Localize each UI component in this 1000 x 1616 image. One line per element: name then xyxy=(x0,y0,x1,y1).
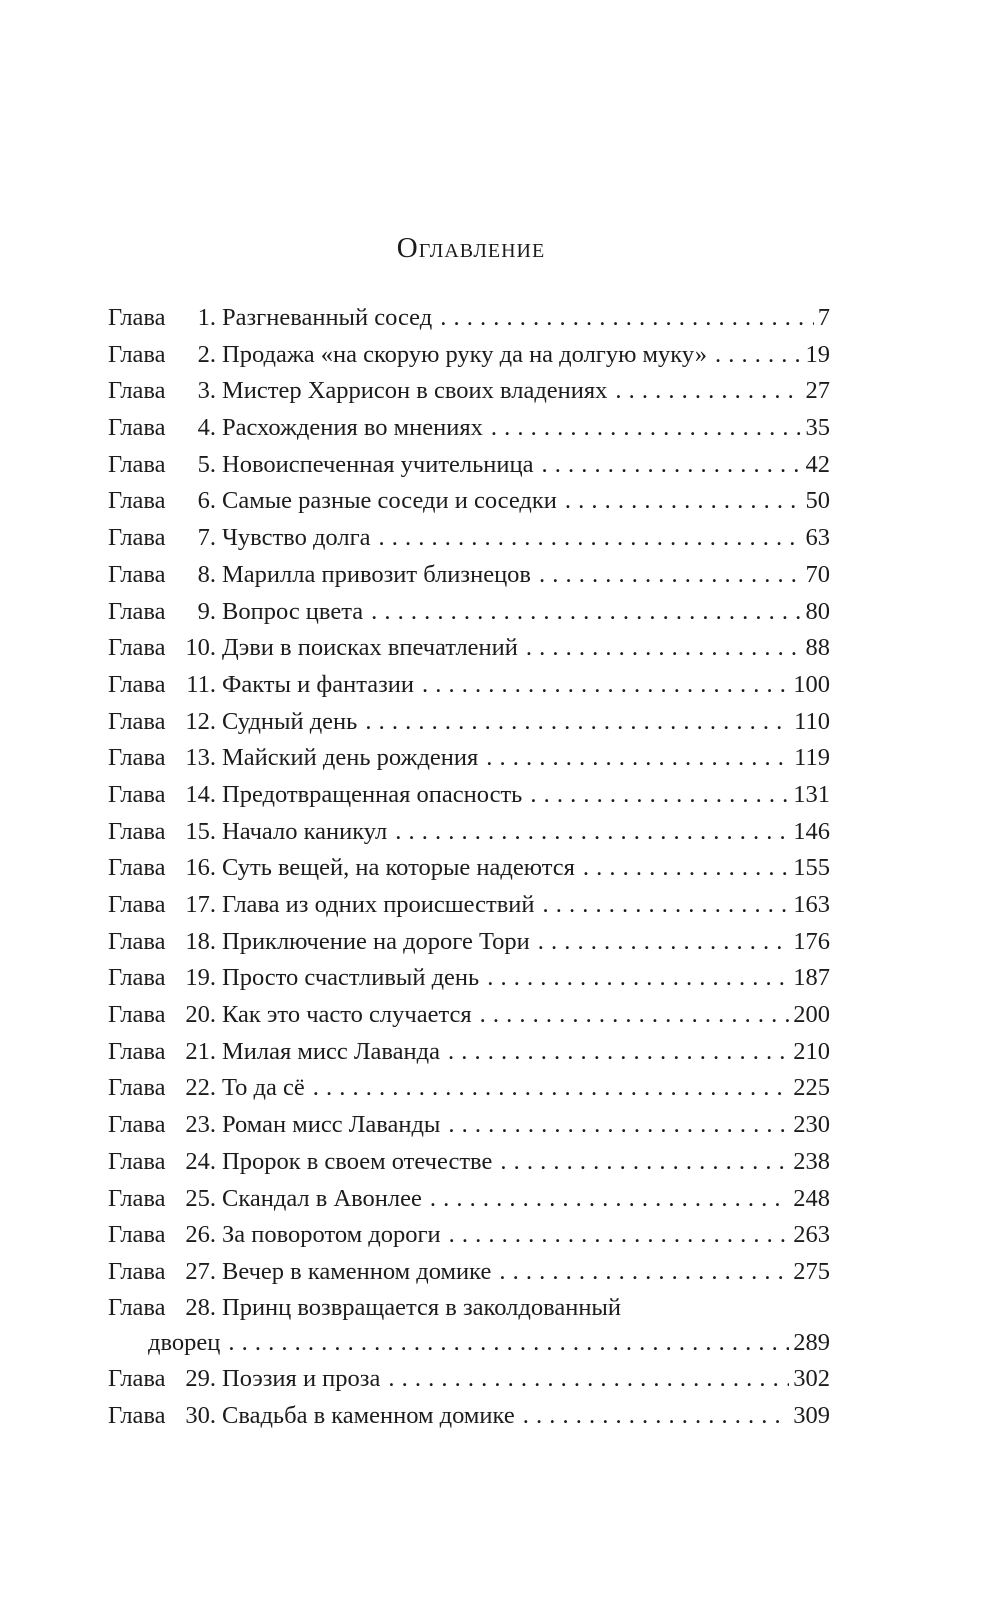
chapter-title: Начало каникул xyxy=(222,817,388,845)
chapter-word: Глава xyxy=(108,304,166,331)
chapter-word: Глава xyxy=(108,377,166,405)
page-number: 110 xyxy=(794,707,830,735)
chapter-title: Факты и фантазии xyxy=(222,670,414,698)
chapter-word: Глава xyxy=(108,1257,166,1285)
chapter-title: Чувство долга xyxy=(222,524,371,552)
page-number: 187 xyxy=(793,964,830,992)
chapter-number: 29. xyxy=(185,1365,216,1393)
toc-entry xyxy=(108,740,830,777)
chapter-word: Глава xyxy=(108,744,166,772)
toc-entry xyxy=(108,667,830,704)
chapter-word: Глава xyxy=(108,1401,166,1429)
dot-leader xyxy=(486,740,790,777)
dot-leader xyxy=(487,960,789,997)
chapter-number: 30. xyxy=(185,1401,216,1429)
toc-entry xyxy=(108,1070,830,1107)
chapter-title: Разгневанный сосед xyxy=(222,304,433,331)
chapter-word: Глава xyxy=(108,1074,166,1102)
chapter-title: Майский день рождения xyxy=(222,744,479,772)
chapter-number: 25. xyxy=(185,1184,216,1212)
chapter-word: Глава xyxy=(108,707,166,735)
dot-leader xyxy=(526,630,802,667)
chapter-word: Глава xyxy=(108,1293,166,1321)
chapter-title: Самые разные соседи и соседки xyxy=(222,487,557,515)
chapter-number: 13. xyxy=(185,744,216,772)
chapter-word: Глава xyxy=(108,817,166,845)
table-of-contents xyxy=(108,300,830,1435)
chapter-title: Просто счастливый день xyxy=(222,964,480,992)
dot-leader xyxy=(583,850,789,887)
dot-leader xyxy=(500,1144,789,1181)
toc-entry xyxy=(108,997,830,1034)
chapter-word: Глава xyxy=(108,1184,166,1212)
dot-leader xyxy=(491,410,802,447)
chapter-word: Глава xyxy=(108,1147,166,1175)
chapter-number: 2. xyxy=(197,340,216,368)
chapter-word: Глава xyxy=(108,854,166,882)
dot-leader xyxy=(313,1070,790,1107)
page-number: 230 xyxy=(793,1111,830,1139)
toc-entry xyxy=(108,337,830,374)
toc-entry xyxy=(108,1254,830,1291)
chapter-number: 27. xyxy=(185,1257,216,1285)
chapter-title: Суть вещей, на которые надеются xyxy=(222,854,575,882)
chapter-number: 11. xyxy=(186,670,216,698)
chapter-number: 22. xyxy=(185,1074,216,1102)
page-number: 146 xyxy=(793,817,830,845)
chapter-title: Приключение на дороге Тори xyxy=(222,927,530,955)
toc-entry xyxy=(108,594,830,631)
chapter-number: 24. xyxy=(185,1147,216,1175)
toc-entry xyxy=(108,704,830,741)
toc-entry xyxy=(108,1144,830,1181)
chapter-word: Глава xyxy=(108,1111,166,1139)
dot-leader xyxy=(422,667,789,704)
toc-entry xyxy=(108,777,830,814)
chapter-word: Глава xyxy=(108,524,166,552)
chapter-title: Новоиспеченная учительница xyxy=(222,450,534,478)
toc-entry-continuation xyxy=(108,1325,830,1362)
chapter-word: Глава xyxy=(108,487,166,515)
chapter-word: Глава xyxy=(108,560,166,588)
chapter-title: Глава из одних происшествий xyxy=(222,891,535,918)
toc-entry xyxy=(108,410,830,447)
page-number: 70 xyxy=(805,560,830,588)
chapter-word: Глава xyxy=(108,780,166,808)
chapter-word: Глава xyxy=(108,634,166,662)
dot-leader xyxy=(449,1217,790,1254)
dot-leader xyxy=(371,594,801,631)
chapter-title: Дэви в поисках впечатлений xyxy=(222,634,518,662)
toc-entry xyxy=(108,1291,830,1325)
dot-leader xyxy=(430,1181,789,1218)
chapter-number: 23. xyxy=(185,1111,216,1139)
page-number: 7 xyxy=(817,304,830,331)
dot-leader xyxy=(379,520,802,557)
page-number: 119 xyxy=(794,744,830,772)
toc-entry xyxy=(108,1107,830,1144)
toc-entry xyxy=(108,1217,830,1254)
chapter-number: 3. xyxy=(197,377,216,405)
chapter-number: 14. xyxy=(185,780,216,808)
toc-entry xyxy=(108,1034,830,1071)
chapter-number: 5. xyxy=(197,450,216,478)
page-number: 35 xyxy=(805,414,830,442)
chapter-title: Судный день xyxy=(222,707,358,735)
page-title: Оглавление xyxy=(396,232,546,264)
toc-entry xyxy=(108,1181,830,1218)
chapter-title: То да сё xyxy=(222,1074,305,1102)
dot-leader xyxy=(523,1398,790,1435)
page-number: 42 xyxy=(805,450,830,478)
dot-leader xyxy=(538,924,789,961)
page-number: 176 xyxy=(793,927,830,955)
chapter-title: Милая мисс Лаванда xyxy=(222,1037,440,1065)
dot-leader xyxy=(565,483,802,520)
chapter-word: Глава xyxy=(108,450,166,478)
chapter-number: 16. xyxy=(185,854,216,882)
toc-entry xyxy=(108,557,830,594)
page-number: 225 xyxy=(793,1074,830,1102)
dot-leader xyxy=(539,557,801,594)
page-number: 210 xyxy=(793,1037,830,1065)
chapter-title: Скандал в Авонлее xyxy=(222,1184,422,1212)
chapter-number: 18. xyxy=(185,927,216,955)
toc-entry xyxy=(108,814,830,851)
toc-entry xyxy=(108,373,830,410)
chapter-number: 28. xyxy=(185,1293,216,1321)
page-number: 200 xyxy=(793,1001,830,1029)
page-number: 275 xyxy=(793,1257,830,1285)
chapter-title: Поэзия и проза xyxy=(222,1365,381,1393)
chapter-number: 26. xyxy=(185,1221,216,1249)
chapter-number: 20. xyxy=(185,1001,216,1029)
dot-leader xyxy=(615,373,801,410)
toc-entry xyxy=(108,520,830,557)
dot-leader xyxy=(388,1361,789,1398)
chapter-number: 6. xyxy=(197,487,216,515)
dot-leader xyxy=(448,1034,789,1071)
page-number: 163 xyxy=(793,891,830,918)
chapter-word: Глава xyxy=(108,1037,166,1065)
chapter-number: 10. xyxy=(185,634,216,662)
toc-entry xyxy=(108,924,830,961)
toc-entry xyxy=(108,447,830,484)
toc-entry xyxy=(108,1361,830,1398)
chapter-number: 7. xyxy=(197,524,216,552)
chapter-word: Глава xyxy=(108,414,166,442)
page-number: 263 xyxy=(793,1221,830,1249)
dot-leader xyxy=(542,447,802,484)
toc-entry xyxy=(108,300,830,337)
chapter-number: 15. xyxy=(185,817,216,845)
chapter-number: 21. xyxy=(185,1037,216,1065)
chapter-word: Глава xyxy=(108,891,166,918)
page-number: 248 xyxy=(793,1184,830,1212)
page-number: 131 xyxy=(793,780,830,808)
chapter-title: Свадьба в каменном домике xyxy=(222,1401,515,1429)
chapter-word: Глава xyxy=(108,340,166,368)
chapter-title: Продажа «на скорую руку да на долгую муку» xyxy=(222,340,707,368)
chapter-number: 17. xyxy=(185,891,216,918)
page-number: 50 xyxy=(805,487,830,515)
dot-leader xyxy=(480,997,790,1034)
page-number: 80 xyxy=(805,597,830,625)
toc-entry xyxy=(108,630,830,667)
chapter-word: Глава xyxy=(108,927,166,955)
chapter-title-continued: дворец xyxy=(148,1328,221,1356)
chapter-title: За поворотом дороги xyxy=(222,1221,441,1249)
toc-entry xyxy=(108,850,830,887)
chapter-number: 1. xyxy=(197,304,216,331)
chapter-word: Глава xyxy=(108,964,166,992)
chapter-word: Глава xyxy=(108,597,166,625)
chapter-title: Расхождения во мнениях xyxy=(222,414,483,442)
page-number: 88 xyxy=(805,634,830,662)
chapter-word: Глава xyxy=(108,1001,166,1029)
page-number: 63 xyxy=(805,524,830,552)
chapter-title: Роман мисс Лаванды xyxy=(222,1111,441,1139)
chapter-number: 4. xyxy=(197,414,216,442)
dot-leader xyxy=(440,300,814,337)
chapter-word: Глава xyxy=(108,670,166,698)
chapter-word: Глава xyxy=(108,1365,166,1393)
dot-leader xyxy=(365,704,790,741)
page-number: 19 xyxy=(805,340,830,368)
toc-entry xyxy=(108,483,830,520)
dot-leader xyxy=(715,337,802,374)
toc-entry xyxy=(108,1398,830,1435)
page-number: 155 xyxy=(793,854,830,882)
chapter-number: 19. xyxy=(185,964,216,992)
dot-leader xyxy=(448,1107,789,1144)
chapter-title: Мистер Харрисон в своих владениях xyxy=(222,377,608,405)
page-number: 100 xyxy=(793,670,830,698)
chapter-title: Вечер в каменном домике xyxy=(222,1257,492,1285)
dot-leader xyxy=(543,887,790,924)
dot-leader xyxy=(395,814,789,851)
page-number: 302 xyxy=(793,1365,830,1393)
chapter-title: Вопрос цвета xyxy=(222,597,364,625)
chapter-number: 8. xyxy=(197,560,216,588)
chapter-title: Принц возвращается в заколдованный xyxy=(222,1293,621,1321)
dot-leader xyxy=(530,777,789,814)
page-number: 289 xyxy=(793,1328,830,1356)
page-number: 27 xyxy=(805,377,830,405)
chapter-title: Марилла привозит близнецов xyxy=(222,560,532,588)
page-number: 309 xyxy=(793,1401,830,1429)
chapter-title: Предотвращенная опасность xyxy=(222,780,523,808)
toc-entry xyxy=(108,960,830,997)
chapter-title: Пророк в своем отечестве xyxy=(222,1147,493,1175)
dot-leader xyxy=(499,1254,789,1291)
chapter-number: 12. xyxy=(185,707,216,735)
dot-leader xyxy=(228,1325,789,1362)
page-number: 238 xyxy=(793,1147,830,1175)
toc-entry xyxy=(108,887,830,924)
chapter-title: Как это часто случается xyxy=(222,1001,472,1029)
chapter-number: 9. xyxy=(197,597,216,625)
chapter-word: Глава xyxy=(108,1221,166,1249)
